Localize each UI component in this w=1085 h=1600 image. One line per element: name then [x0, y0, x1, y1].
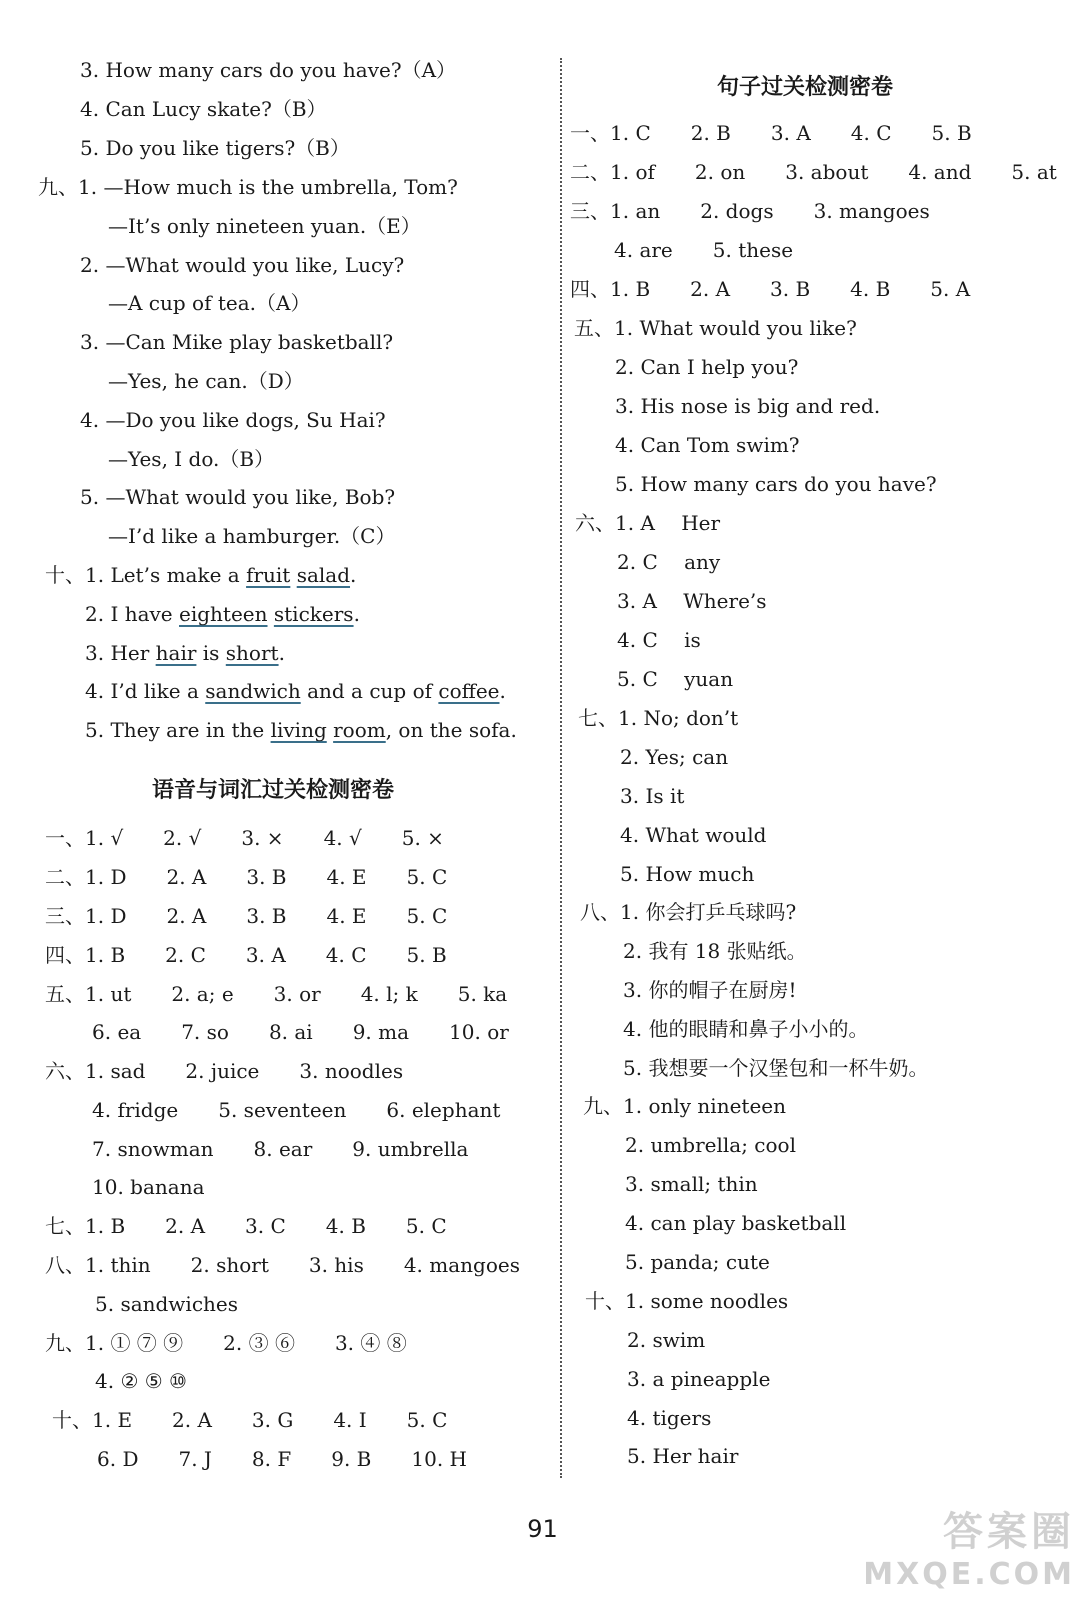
answer-line: [45, 1253, 520, 1277]
answer-line: [108, 214, 421, 238]
answer-line: [80, 485, 395, 509]
answer-line: [625, 1133, 796, 1157]
answer-text: 5. Do you like tigers?（B）: [80, 136, 350, 160]
answer-line: [617, 589, 767, 613]
answer-text: 七、1. B 2. A 3. C 4. B 5. C: [45, 1214, 447, 1238]
answer-text: 5. C yuan: [617, 667, 734, 691]
answer-text: 五、1. ut 2. a; e 3. or 4. l; k 5. ka: [45, 982, 508, 1006]
answer-text: —I’d like a hamburger.（C）: [108, 524, 396, 548]
answer-text: 4. I’d like a: [85, 679, 206, 703]
answer-line: [95, 1292, 238, 1316]
answer-text: .: [350, 563, 357, 587]
answer-line: [38, 175, 458, 199]
answer-text: 5. How many cars do you have?: [615, 472, 937, 496]
answer-text: .: [499, 679, 506, 703]
answer-line: [615, 472, 937, 496]
answer-line: [574, 316, 857, 340]
answer-text: 十、1. Let’s make a: [45, 563, 247, 587]
answer-text: 四、1. B 2. C 3. A 4. C 5. B: [45, 943, 447, 967]
underlined-word: living: [270, 718, 327, 742]
answer-text: 4. C is: [617, 628, 701, 652]
answer-line: [45, 563, 356, 587]
answer-line: [580, 900, 796, 924]
answer-text: 3. His nose is big and red.: [615, 394, 881, 418]
answer-line: [45, 943, 447, 967]
answer-line: [108, 369, 304, 393]
answer-line: [615, 355, 798, 379]
answer-line: [627, 1406, 711, 1430]
underlined-word: hair: [155, 641, 197, 665]
answer-text: 3. Her: [85, 641, 156, 665]
answer-text: 2. Can I help you?: [615, 355, 799, 379]
answer-line: [578, 706, 738, 730]
watermark-logo: [863, 1500, 1075, 1592]
answer-text: 7. snowman 8. ear 9. umbrella: [92, 1137, 469, 1161]
answer-text: 3. 你的帽子在厨房!: [623, 978, 797, 1002]
sentence-test-heading: 句子过关检测密卷: [717, 75, 894, 100]
answer-line: [623, 1017, 868, 1041]
answer-line: [625, 1250, 770, 1274]
answer-line: [80, 408, 386, 432]
answer-text: 3. How many cars do you have?（A）: [80, 58, 457, 82]
answer-text: 九、1. —How much is the umbrella, Tom?: [38, 175, 458, 199]
answer-text: 3. a pineapple: [627, 1367, 771, 1391]
answer-line: [85, 679, 506, 703]
answer-text: 六、1. sad 2. juice 3. noodles: [45, 1059, 404, 1083]
answer-text: 六、1. A Her: [575, 511, 721, 535]
answer-line: [80, 330, 393, 354]
answer-line: [80, 97, 327, 121]
answer-text: 二、1. of 2. on 3. about 4. and 5. at: [570, 160, 1057, 184]
answer-line: [617, 628, 701, 652]
answer-text: 5. They are in the: [85, 718, 271, 742]
answer-line: [85, 641, 285, 665]
answer-text: 2. C any: [617, 550, 721, 574]
answer-text: 3. small; thin: [625, 1172, 758, 1196]
answer-text: 4. fridge 5. seventeen 6. elephant: [92, 1098, 501, 1122]
underlined-word: sandwich: [205, 679, 301, 703]
answer-line: [620, 862, 754, 886]
answer-line: [92, 1098, 500, 1122]
answer-line: [627, 1328, 705, 1352]
answer-line: [108, 447, 274, 471]
answer-line: [570, 199, 930, 223]
answer-text: —A cup of tea.（A）: [108, 291, 311, 315]
answer-text: is: [196, 641, 226, 665]
answer-line: [80, 58, 456, 82]
answer-text: —It’s only nineteen yuan.（E）: [108, 214, 421, 238]
answer-line: [108, 291, 310, 315]
answer-text: 2. umbrella; cool: [625, 1133, 796, 1157]
answer-text: 七、1. No; don’t: [578, 706, 739, 730]
answer-line: [617, 667, 733, 691]
answer-line: [623, 939, 807, 963]
answer-text: .: [353, 602, 360, 626]
answer-line: [95, 1369, 187, 1393]
answer-text: —Yes, I do.（B）: [108, 447, 275, 471]
answer-text: —Yes, he can.（D）: [108, 369, 304, 393]
answer-text: and a cup of: [300, 679, 439, 703]
answer-line: [45, 1214, 447, 1238]
answer-line: [108, 524, 395, 548]
answer-text: 2. —What would you like, Lucy?: [80, 253, 405, 277]
answer-line: [620, 823, 766, 847]
answer-line: [45, 982, 507, 1006]
underlined-word: coffee: [438, 679, 500, 703]
answer-text: 2. Yes; can: [620, 745, 729, 769]
answer-text: 4. tigers: [627, 1406, 712, 1430]
answer-line: [92, 1020, 509, 1044]
answer-text: 4. Can Tom swim?: [615, 433, 800, 457]
answer-text: 5. —What would you like, Bob?: [80, 485, 396, 509]
answer-line: [570, 277, 970, 301]
answer-line: [45, 904, 447, 928]
answer-line: [570, 121, 972, 145]
answer-text: 6. D 7. J 8. F 9. B 10. H: [97, 1447, 467, 1471]
answer-text: 五、1. What would you like?: [574, 316, 857, 340]
answer-text: 三、1. D 2. A 3. B 4. E 5. C: [45, 904, 448, 928]
answer-text: 5. How much: [620, 862, 755, 886]
answer-text: 3. A Where’s: [617, 589, 767, 613]
answer-text: 5. panda; cute: [625, 1250, 770, 1274]
answer-line: [627, 1367, 770, 1391]
answer-line: [620, 745, 728, 769]
answer-line: [623, 978, 796, 1002]
answer-line: [45, 1059, 403, 1083]
column-divider: [560, 58, 562, 1478]
answer-line: [92, 1137, 468, 1161]
answer-text: 2. 我有 18 张贴纸。: [623, 939, 807, 963]
answer-line: [583, 1094, 786, 1118]
vocab-test-heading: 语音与词汇过关检测密卷: [152, 778, 395, 803]
answer-text: 6. ea 7. so 8. ai 9. ma 10. or: [92, 1020, 509, 1044]
answer-text: 4. 他的眼睛和鼻子小小的。: [623, 1017, 869, 1041]
answer-text: 二、1. D 2. A 3. B 4. E 5. C: [45, 865, 448, 889]
answer-line: [585, 1289, 788, 1313]
answer-line: [615, 433, 800, 457]
answer-text: 10. banana: [92, 1175, 205, 1199]
answer-text: 四、1. B 2. A 3. B 4. B 5. A: [570, 277, 971, 301]
underlined-word: stickers: [273, 602, 354, 626]
answer-text: 2. I have: [85, 602, 179, 626]
answer-line: [575, 511, 720, 535]
answer-text: 2. swim: [627, 1328, 706, 1352]
answer-text: 3. —Can Mike play basketball?: [80, 330, 394, 354]
page-number: 91: [527, 1515, 558, 1543]
underlined-word: short: [225, 641, 279, 665]
answer-text: 5. sandwiches: [95, 1292, 239, 1316]
answer-text: 3. Is it: [620, 784, 685, 808]
underlined-word: salad: [296, 563, 351, 587]
answer-text: .: [278, 641, 285, 665]
underlined-word: room: [333, 718, 386, 742]
answer-line: [85, 718, 517, 742]
answer-text: 九、1. only nineteen: [583, 1094, 786, 1118]
underlined-word: fruit: [246, 563, 291, 587]
answer-text: 九、1. ① ⑦ ⑨ 2. ③ ⑥ 3. ④ ⑧: [45, 1331, 407, 1355]
answer-line: [625, 1211, 846, 1235]
watermark-url: MXQE.COM: [863, 1557, 1075, 1592]
answer-line: [617, 550, 720, 574]
watermark-title: 答案圈: [943, 1509, 1075, 1555]
underlined-word: eighteen: [179, 602, 268, 626]
answer-text: 4. are 5. these: [614, 238, 794, 262]
answer-text: 5. Her hair: [627, 1444, 739, 1468]
answer-text: 八、1. thin 2. short 3. his 4. mangoes: [45, 1253, 520, 1277]
answer-line: [627, 1444, 738, 1468]
answer-text: 三、1. an 2. dogs 3. mangoes: [570, 199, 930, 223]
answer-text: 4. ② ⑤ ⑩: [95, 1369, 187, 1393]
answer-line: [45, 1331, 407, 1355]
answer-line: [52, 1408, 447, 1432]
answer-text: 4. —Do you like dogs, Su Hai?: [80, 408, 386, 432]
answer-text: 4. can play basketball: [625, 1211, 847, 1235]
answer-text: 5. 我想要一个汉堡包和一杯牛奶。: [623, 1056, 929, 1080]
answer-text: 4. What would: [620, 823, 767, 847]
answer-line: [615, 394, 880, 418]
answer-line: [620, 784, 684, 808]
answer-line: [45, 826, 444, 850]
answer-line: [570, 160, 1057, 184]
answer-text: 一、1. C 2. B 3. A 4. C 5. B: [570, 121, 972, 145]
answer-line: [80, 253, 404, 277]
answer-line: [623, 1056, 928, 1080]
answer-text: 八、1. 你会打乒乓球吗?: [580, 900, 797, 924]
answer-line: [45, 865, 447, 889]
answer-line: [80, 136, 350, 160]
answer-line: [97, 1447, 467, 1471]
answer-line: [614, 238, 793, 262]
answer-text: , on the sofa.: [385, 718, 517, 742]
answer-line: [625, 1172, 758, 1196]
answer-line: [92, 1175, 205, 1199]
answer-text: 一、1. √ 2. √ 3. × 4. √ 5. ×: [45, 826, 444, 850]
answer-text: 十、1. E 2. A 3. G 4. I 5. C: [52, 1408, 448, 1432]
answer-text: 4. Can Lucy skate?（B）: [80, 97, 327, 121]
answer-line: [85, 602, 360, 626]
answer-text: 十、1. some noodles: [585, 1289, 789, 1313]
